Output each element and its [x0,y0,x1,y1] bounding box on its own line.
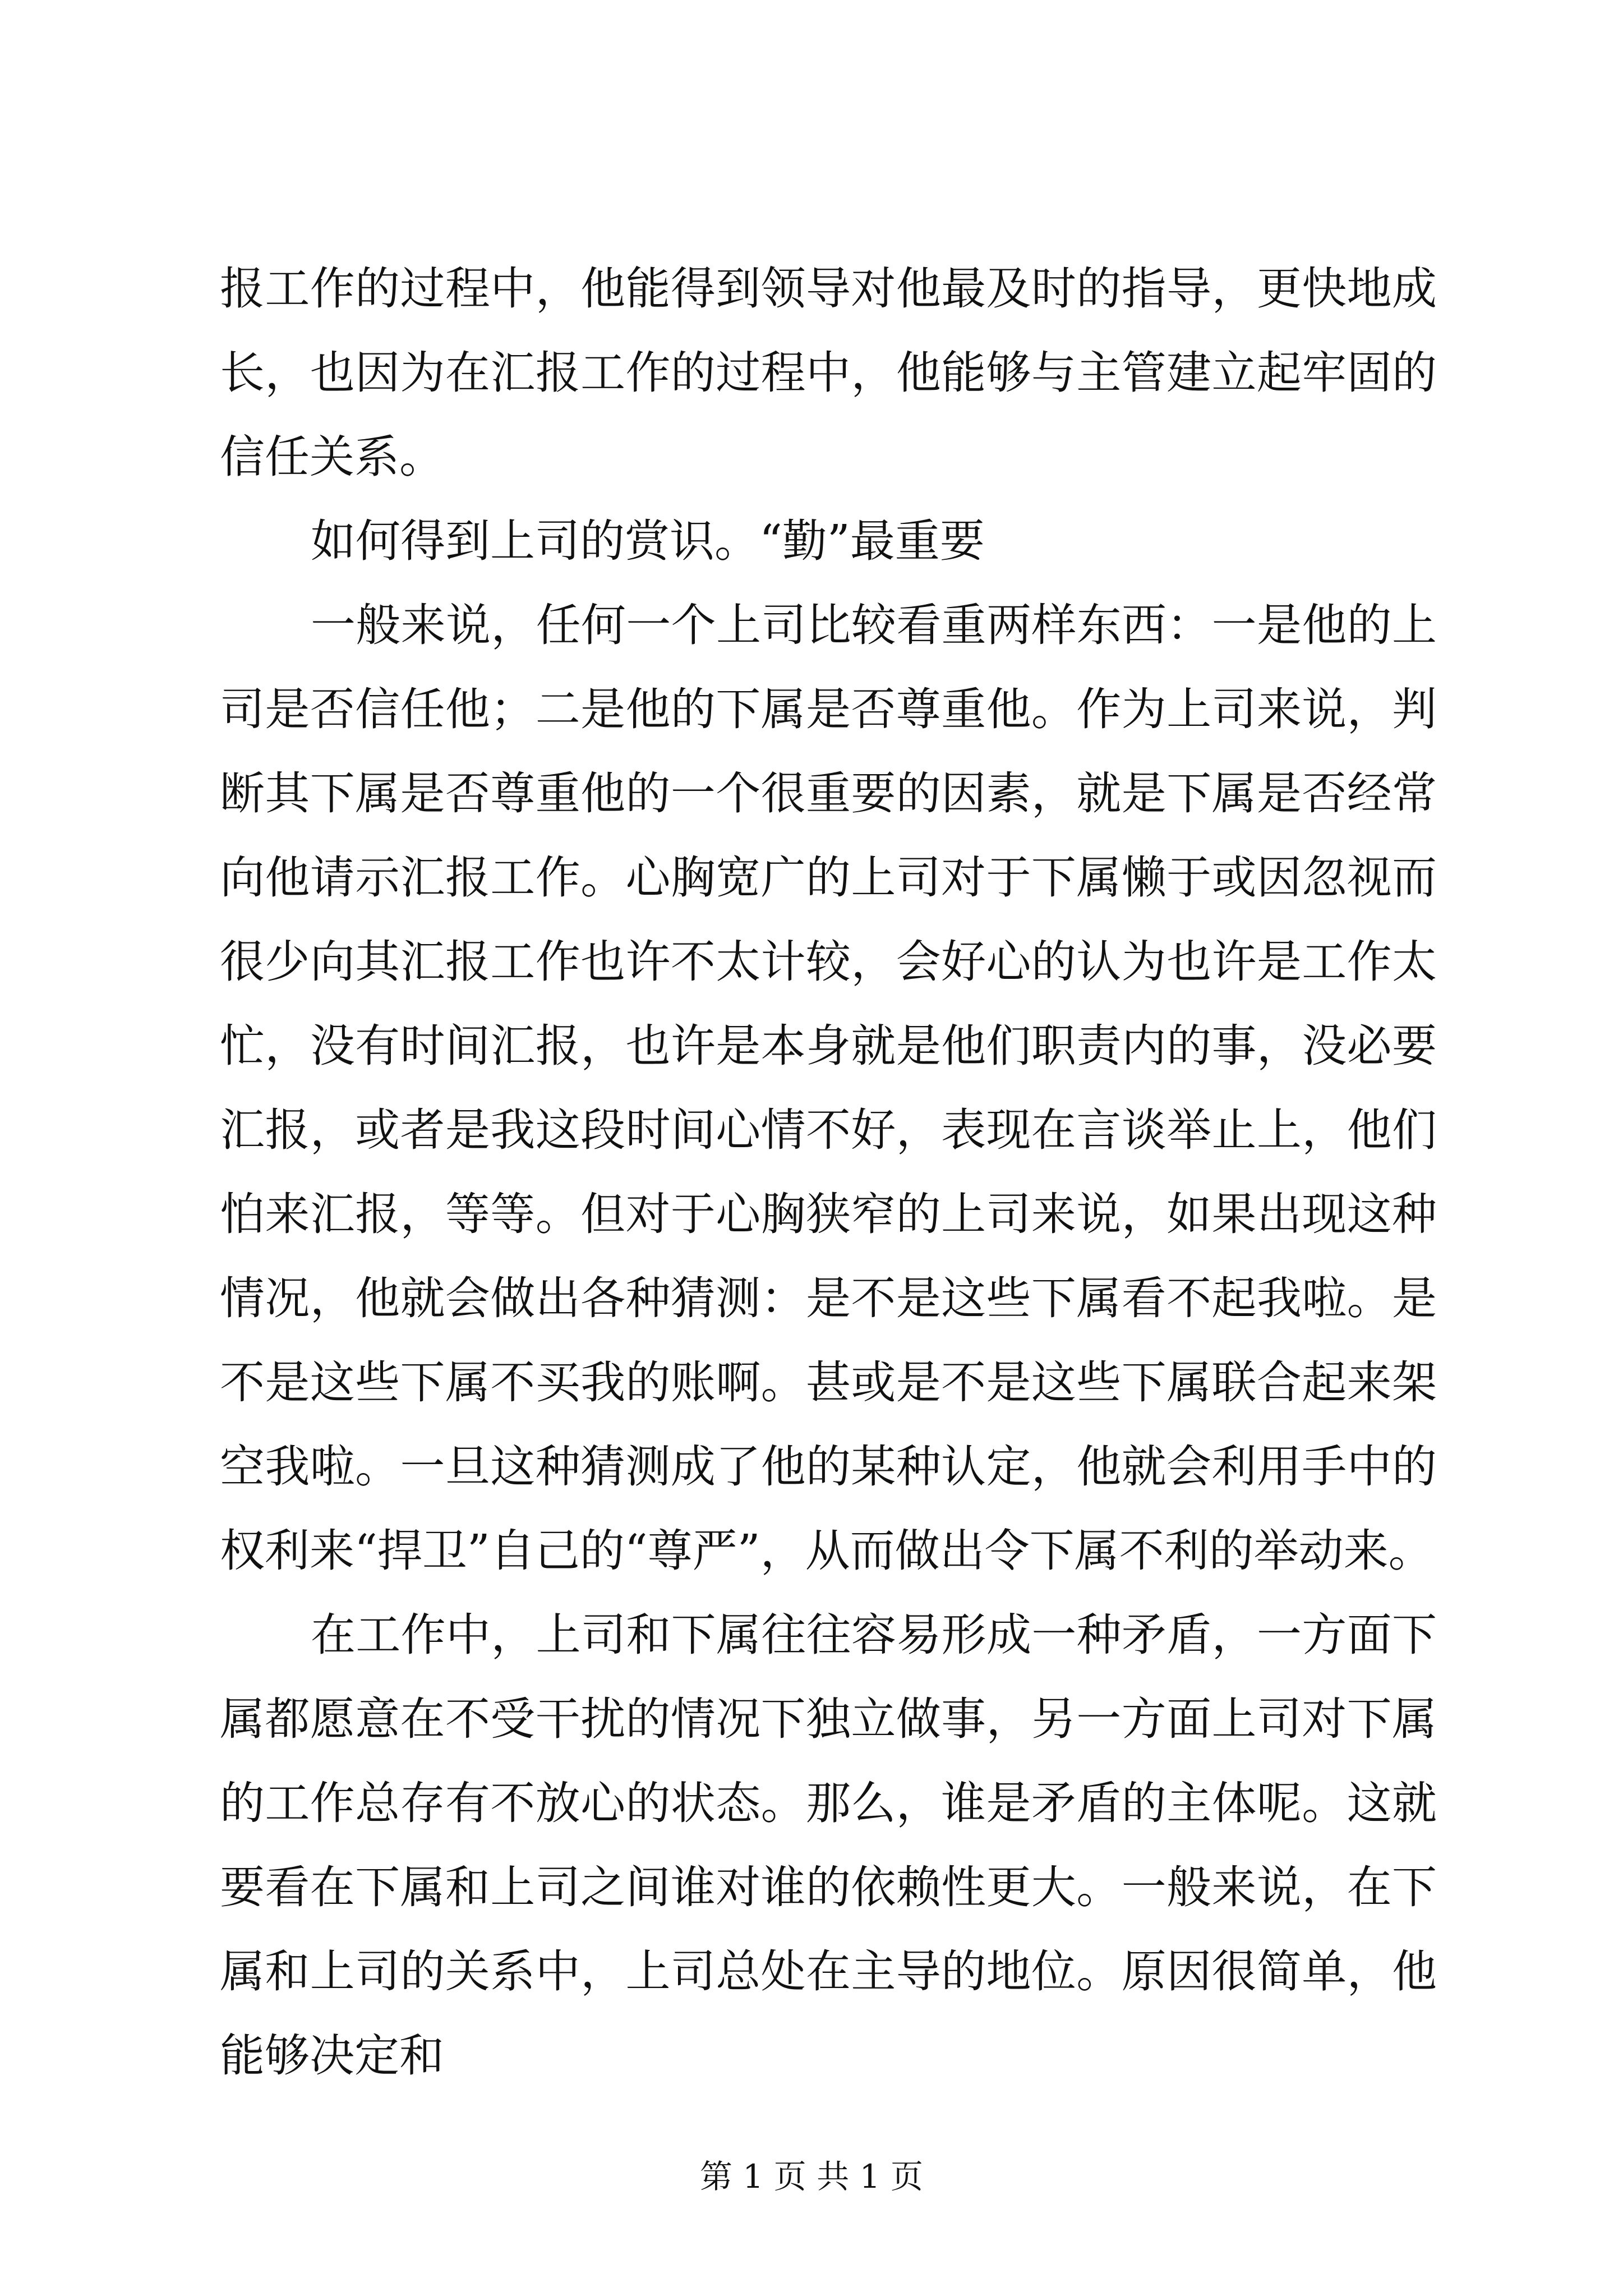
paragraph: 在工作中，上司和下属往往容易形成一种矛盾，一方面下属都愿意在不受干扰的情况下独立做事，另一方面上司对下属的工作总存有不放心的状态。那么，谁是矛盾的主体呢。这就要看在下属和上司之间谁对谁的依赖性更大。一般来说，在下属和上司的关系中，上司总处在主导的地位。原因很简单，他能够决定和 [220,1609,1437,2082]
page-footer: 第 1 页 共 1 页 [700,2157,923,2196]
paragraph: 一般来说，任何一个上司比较看重两样东西：一是他的上司是否信任他；二是他的下属是否尊重他。作为上司来说，判断其下属是否尊重他的一个很重要的因素，就是下属是否经常向他请示汇报工作。心胸宽广的上司对于下属懒于或因忽视而很少向其汇报工作也许不太计较，会好心的认为也许是工作太忙，没有时间汇报，也许是本身就是他们职责内的事，没必要汇报，或者是我这段时间心情不好，表现在言谈举止上，他们怕来汇报，等等。但对于心胸狭窄的上司来说，如果出现这种情况，他就会做出各种猜测：是不是这些下属看不起我啦。是不是这些下属不买我的账啊。甚或是不是这些下属联合起来架空我啦。一旦这种猜测成了他的某种认定，他就会利用手中的权利来“捍卫”自己的“尊严”，从而做出令下属不利的举动来。 [220,599,1437,1577]
paragraph-continued: 报工作的过程中，他能得到领导对他最及时的指导，更快地成长，也因为在汇报工作的过程中，他能够与主管建立起牢固的信任关系。 [220,263,1437,483]
document-body [220,247,1437,2098]
section-heading: 如何得到上司的赏识。“勤”最重要 [311,515,985,567]
